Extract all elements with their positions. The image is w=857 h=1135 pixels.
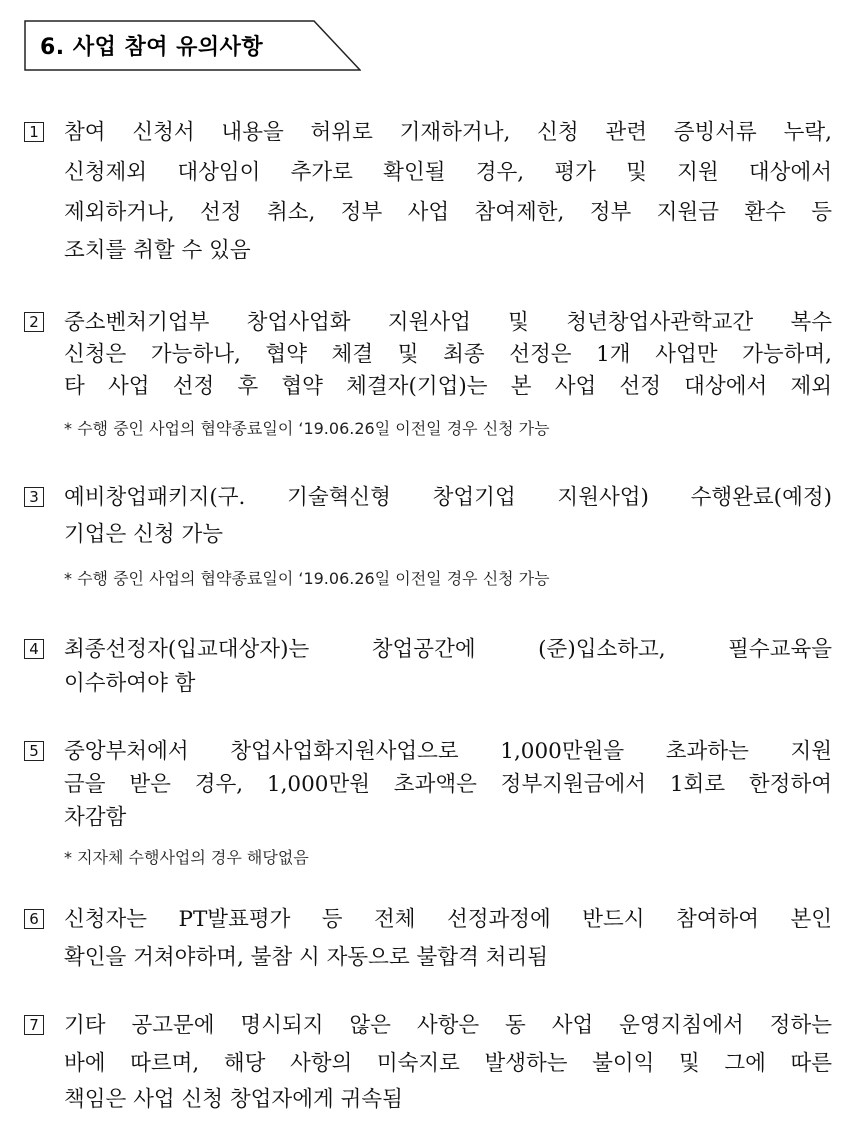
item-text-line: 참여 신청서 내용을 허위로 기재하거나, 신청 관련 증빙서류 누락, [64,120,832,145]
item-number-badge: 4 [24,639,44,659]
item-text-line: 신청제외 대상임이 추가로 확인될 경우, 평가 및 지원 대상에서 [64,160,832,185]
item-number-badge: 2 [24,312,44,332]
item-text-line: 중소벤처기업부 창업사업화 지원사업 및 청년창업사관학교간 복수 [64,310,832,335]
item-text-line: 신청은 가능하나, 협약 체결 및 최종 선정은 1개 사업만 가능하며, [64,342,832,367]
item-text-line: 최종선정자(입교대상자)는 창업공간에 (준)입소하고, 필수교육을 [64,637,832,662]
item-number-badge: 5 [24,741,44,761]
item-number-badge: 7 [24,1015,44,1035]
item-number-badge: 1 [24,122,44,142]
item-number-badge: 3 [24,487,44,507]
item-text-line: 금을 받은 경우, 1,000만원 초과액은 정부지원금에서 1회로 한정하여 [64,772,832,797]
item-text-line: 기타 공고문에 명시되지 않은 사항은 동 사업 운영지침에서 정하는 [64,1013,832,1038]
item-text-line: 타 사업 선정 후 협약 체결자(기업)는 본 사업 선정 대상에서 제외 [64,374,832,399]
item-text-line: 차감함 [64,805,127,830]
section-title: 6. 사업 참여 유의사항 [40,35,264,60]
item-text-line: 기업은 신청 가능 [64,522,224,547]
item-number-badge: 6 [24,909,44,929]
item-text-line: 중앙부처에서 창업사업화지원사업으로 1,000만원을 초과하는 지원 [64,739,832,764]
item-text-line: 조치를 취할 수 있음 [64,238,251,263]
item-footnote: * 수행 중인 사업의 협약종료일이 ‘19.06.26일 이전일 경우 신청 가능 [64,419,550,438]
item-footnote: * 지자체 수행사업의 경우 해당없음 [64,848,309,867]
item-text-line: 책임은 사업 신청 창업자에게 귀속됨 [64,1087,403,1112]
item-text-line: 바에 따르며, 해당 사항의 미숙지로 발생하는 불이익 및 그에 따른 [64,1051,832,1076]
item-text-line: 확인을 거쳐야하며, 불참 시 자동으로 불합격 처리됨 [64,945,548,970]
item-text-line: 이수하여야 함 [64,671,196,696]
section-title-box [24,20,361,71]
item-text-line: 신청자는 PT발표평가 등 전체 선정과정에 반드시 참여하여 본인 [64,907,832,932]
item-text-line: 제외하거나, 선정 취소, 정부 사업 참여제한, 정부 지원금 환수 등 [64,200,832,225]
item-footnote: * 수행 중인 사업의 협약종료일이 ‘19.06.26일 이전일 경우 신청 가능 [64,569,550,588]
item-text-line: 예비창업패키지(구. 기술혁신형 창업기업 지원사업) 수행완료(예정) [64,485,832,510]
